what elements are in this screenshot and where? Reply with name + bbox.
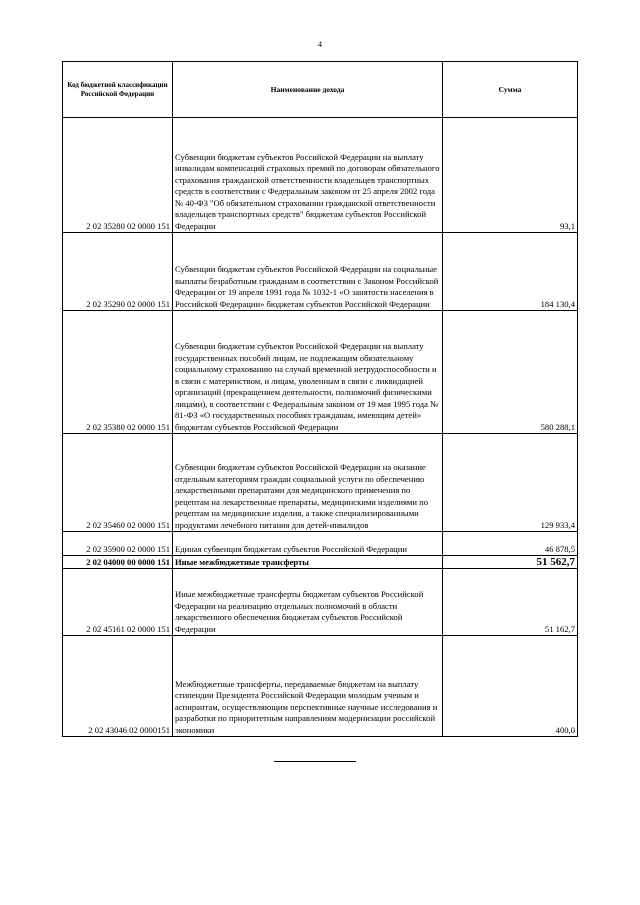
row-code: 2 02 35280 02 0000 151	[63, 118, 173, 233]
row-sum: 580 288,1	[443, 311, 578, 434]
row-sum: 51 562,7	[443, 556, 578, 569]
row-sum: 51 162,7	[443, 569, 578, 636]
table-row	[63, 311, 578, 434]
table-row	[63, 556, 578, 569]
row-name: Единая субвенция бюджетам субъектов Российской Федерации	[173, 532, 443, 556]
row-sum: 129 933,4	[443, 434, 578, 532]
row-name: Субвенции бюджетам субъектов Российской Федерации на выплату инвалидам компенсаций страховых премий по договорам обязательного страхования гражданской ответственности владельцев транспортных средств в соответствии с Федеральным законом от 25 апреля 2002 года № 40-ФЗ "Об обязательном страховании гражданской ответственности владельцев транспортных средств" бюджетам субъектов Российской Федерации	[173, 118, 443, 233]
row-code: 2 02 35900 02 0000 151	[63, 532, 173, 556]
row-code: 2 02 35290 02 0000 151	[63, 233, 173, 311]
row-name: Субвенции бюджетам субъектов Российской Федерации на оказание отдельным категориям граждан социальной услуги по обеспечению лекарственными препаратами для медицинского применения по рецептам на лекарственные препараты, медицинскими изделиями по рецептам на медицинские изделия, а также специализированными продуктами лечебного питания для детей-инвалидов	[173, 434, 443, 532]
table-row	[63, 434, 578, 532]
revenue-table	[62, 61, 578, 737]
row-code: 2 02 45161 02 0000 151	[63, 569, 173, 636]
row-name: Иные межбюджетные трансферты	[173, 556, 443, 569]
row-code: 2 02 04000 00 0000 151	[63, 556, 173, 569]
row-name: Иные межбюджетные трансферты бюджетам субъектов Российской Федерации на реализацию отдельных полномочий в области лекарственного обеспечения бюджетам субъектов Российской Федерации	[173, 569, 443, 636]
page-number: 4	[318, 40, 322, 49]
table-row	[63, 532, 578, 556]
table-row	[63, 636, 578, 737]
row-name: Субвенции бюджетам субъектов Российской Федерации на выплату государственных пособий лицам, не подлежащим обязательному социальному страхованию на случай временной нетрудоспособности и в связи с материнством, и лицам, уволенным в связи с ликвидацией организаций (прекращением деятельности, полномочий физическими лицами), в соответствии с Федеральным законом от 19 мая 1995 года № 81-ФЗ «О государственных пособиях гражданам, имеющим детей» бюджетам субъектов Российской Федерации	[173, 311, 443, 434]
table-header-row	[63, 62, 578, 118]
row-sum: 93,1	[443, 118, 578, 233]
row-name: Субвенции бюджетам субъектов Российской Федерации на социальные выплаты безработным гражданам в соответствии с Законом Российской Федерации от 19 апреля 1991 года № 1032-1 «О занятости населения в Российской Федерации» бюджетам субъектов Российской Федерации	[173, 233, 443, 311]
header-name: Наименование дохода	[173, 62, 443, 118]
row-code: 2 02 43046 02 0000151	[63, 636, 173, 737]
footer-divider	[274, 761, 356, 762]
row-code: 2 02 35380 02 0000 151	[63, 311, 173, 434]
row-name: Межбюджетные трансферты, передаваемые бюджетам на выплату стипендии Президента Российской Федерации молодым ученым и аспирантам, осуществляющим перспективные научные исследования и разработки по приоритетным направлениям модернизации российской экономики	[173, 636, 443, 737]
row-sum: 46 878,5	[443, 532, 578, 556]
row-sum: 400,0	[443, 636, 578, 737]
row-code: 2 02 35460 02 0000 151	[63, 434, 173, 532]
table-row	[63, 118, 578, 233]
row-sum: 184 130,4	[443, 233, 578, 311]
table-row	[63, 569, 578, 636]
header-code: Код бюджетной классификации Российской Федерации	[63, 62, 173, 118]
header-sum: Сумма	[443, 62, 578, 118]
table-row	[63, 233, 578, 311]
